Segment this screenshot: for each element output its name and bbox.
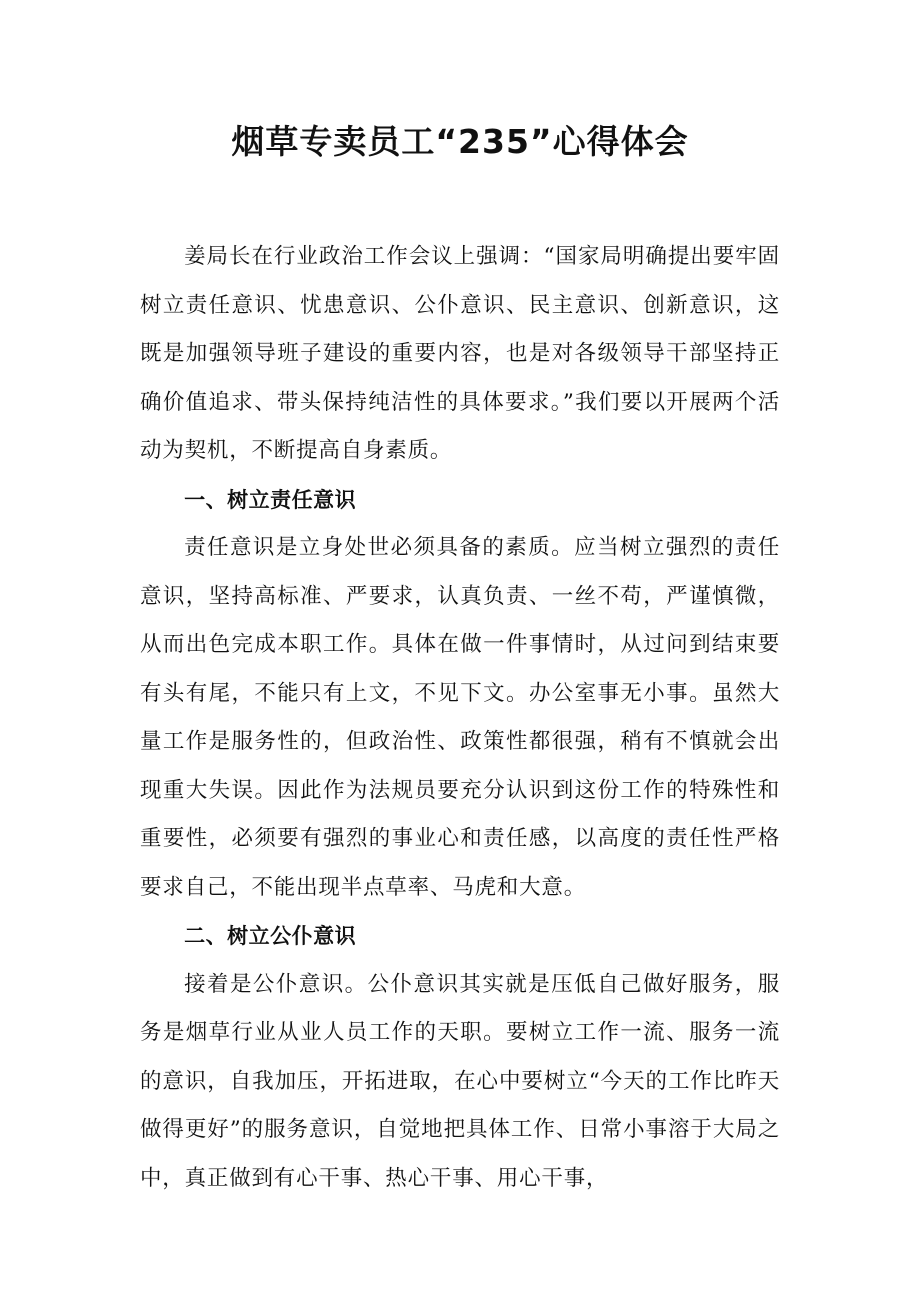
intro-paragraph: 姜局长在行业政治工作会议上强调：“国家局明确提出要牢固树立责任意识、忧患意识、公仆意识、民主意识、创新意识，这既是加强领导班子建设的重要内容，也是对各级领导干部坚持正确价值追求、带头保持纯洁性的具体要求。”我们要以开展两个活动为契机，不断提高自身素质。 — [140, 244, 780, 463]
document-body — [140, 233, 780, 1203]
section-heading-responsibility: 一、树立责任意识 — [184, 487, 357, 512]
document-title: 烟草专卖员工“235”心得体会 — [231, 122, 689, 161]
responsibility-paragraph: 责任意识是立身处世必须具备的素质。应当树立强烈的责任意识，坚持高标准、严要求，认真负责、一丝不苟，严谨慎微，从而出色完成本职工作。具体在做一件事情时，从过问到结束要有头有尾，不能只有上文，不见下文。办公室事无小事。虽然大量工作是服务性的，但政治性、政策性都很强，稍有不慎就会出现重大失误。因此作为法规员要充分认识到这份工作的特殊性和重要性，必须要有强烈的事业心和责任感，以高度的责任性严格要求自己，不能出现半点草率、马虎和大意。 — [140, 535, 780, 900]
section-heading-public-servant: 二、树立公仆意识 — [184, 924, 357, 948]
public-servant-paragraph: 接着是公仆意识。公仆意识其实就是压低自己做好服务，服务是烟草行业从业人员工作的天职。要树立工作一流、服务一流的意识，自我加压，开拓进取，在心中要树立“今天的工作比昨天做得更好”的服务意识，自觉地把具体工作、日常小事溶于大局之中，真正做到有心干事、热心干事、用心干事， — [140, 971, 780, 1191]
